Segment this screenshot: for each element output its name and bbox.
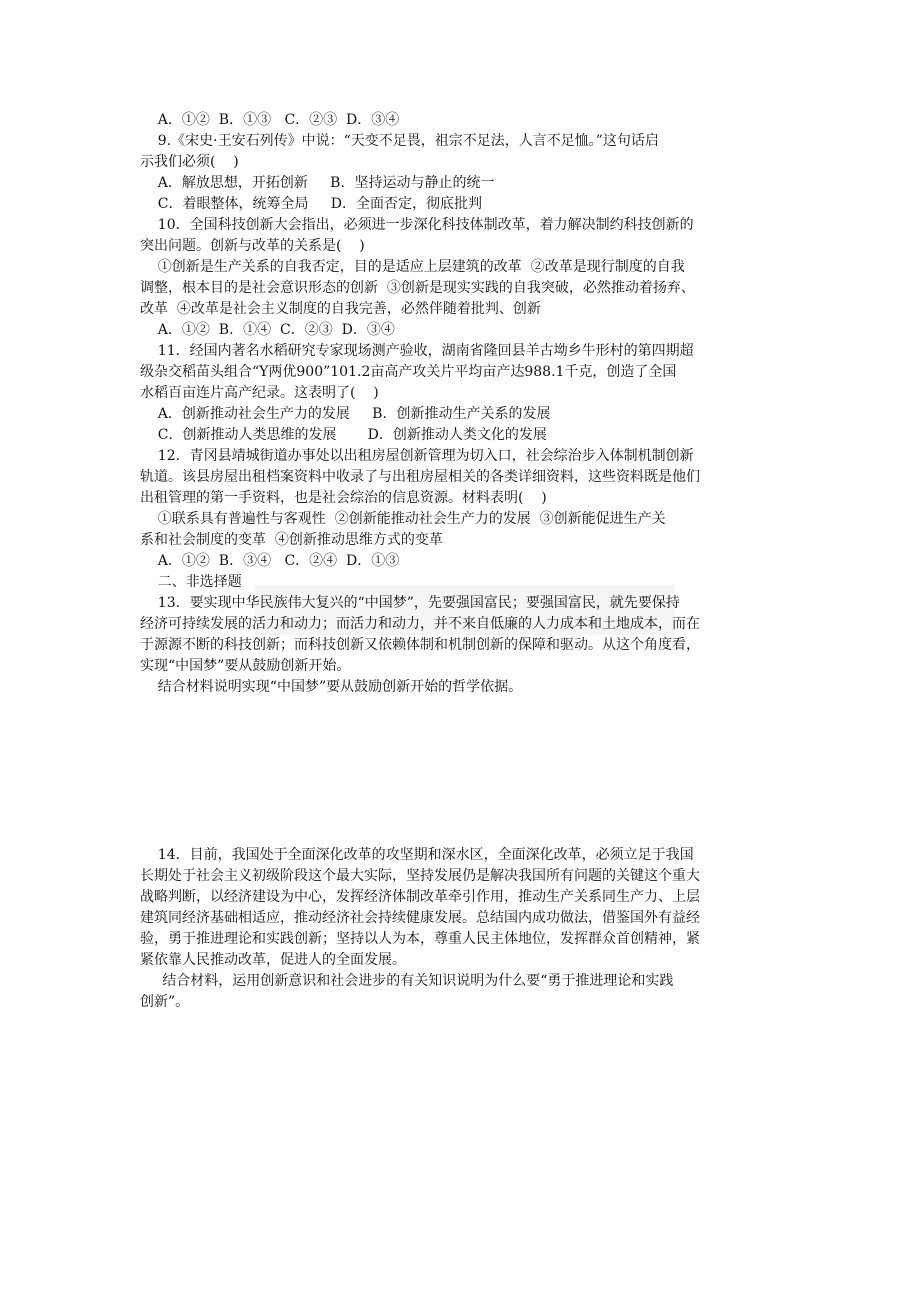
text-line: 10．全国科技创新大会指出，必须进一步深化科技体制改革，着力解决制约科技创新的 bbox=[140, 217, 694, 233]
text-line: 示我们必须( ) bbox=[140, 154, 239, 170]
text-line: 战略判断，以经济建设为中心，发挥经济体制改革牵引作用，推动生产关系同生产力、上层 bbox=[140, 889, 700, 905]
text-line: A．解放思想，开拓创新 B．坚持运动与静止的统一 bbox=[140, 175, 495, 191]
text-line: 级杂交稻苗头组合“Y两优900”101.2亩高产攻关片平均亩产达988.1千克，创造了全国 bbox=[140, 364, 677, 380]
text-line: 经济可持续发展的活力和动力；而活力和动力，并不来自低廉的人力成本和土地成本，而在 bbox=[140, 616, 700, 632]
text-line: C．着眼整体，统筹全局 D．全面否定，彻底批判 bbox=[140, 196, 482, 212]
text-line: 验，勇于推进理论和实践创新；坚持以人为本，尊重人民主体地位，发挥群众首创精神，紧 bbox=[140, 931, 700, 947]
text-line: 紧依靠人民推动改革，促进人的全面发展。 bbox=[140, 952, 406, 968]
text-line: C．创新推动人类思维的发展 D．创新推动人类文化的发展 bbox=[140, 427, 547, 443]
answer-space bbox=[140, 698, 784, 845]
text-line: 9.《宋史·王安石列传》中说：“天变不足畏，祖宗不足法，人言不足恤。”这句话启 bbox=[140, 133, 659, 149]
text-line: 建筑同经济基础相适应，推动经济社会持续健康发展。总结国内成功做法，借鉴国外有益经 bbox=[140, 910, 700, 926]
section-heading: 二、非选择题 bbox=[140, 574, 242, 590]
text-line: 调整，根本目的是社会意识形态的创新 ③创新是现实实践的自我突破，必然推动着扬弃、 bbox=[140, 280, 695, 296]
text-line: 13．要实现中华民族伟大复兴的“中国梦”，先要强国富民；要强国富民，就先要保持 bbox=[140, 595, 680, 611]
text-line: 14．目前，我国处于全面深化改革的攻坚期和深水区，全面深化改革，必须立足于我国 bbox=[140, 847, 694, 863]
text-line: A．创新推动社会生产力的发展 B．创新推动生产关系的发展 bbox=[140, 406, 551, 422]
text-line: ①联系具有普遍性与客观性 ②创新能推动社会生产力的发展 ③创新能促进生产关 bbox=[140, 511, 666, 527]
text-line: 12．青冈县靖城街道办事处以出租房屋创新管理为切入口，社会综治步入体制机制创新 bbox=[140, 448, 694, 464]
text-line: A．①② B．③④ C．②④ D．①③ bbox=[140, 553, 400, 569]
text-line: 创新”。 bbox=[140, 994, 190, 1010]
text-line: ①创新是生产关系的自我否定，目的是适应上层建筑的改革 ②改革是现行制度的自我 bbox=[140, 259, 685, 275]
text-line: 出租管理的第一手资料，也是社会综治的信息资源。材料表明( ) bbox=[140, 490, 547, 506]
text-line: 突出问题。创新与改革的关系是( ) bbox=[140, 238, 365, 254]
text-line: 结合材料，运用创新意识和社会进步的有关知识说明为什么要“勇于推进理论和实践 bbox=[140, 973, 674, 989]
text-line: 结合材料说明实现“中国梦”要从鼓励创新开始的哲学依据。 bbox=[140, 679, 523, 695]
text-line: 11．经国内著名水稻研究专家现场测产验收，湖南省隆回县羊古坳乡牛形村的第四期超 bbox=[140, 343, 694, 359]
text-line: 于源源不断的科技创新；而科技创新又依赖体制和机制创新的保障和驱动。从这个角度看， bbox=[140, 637, 700, 653]
text-line: 轨道。该县房屋出租档案资料中收录了与出租房屋相关的各类详细资料，这些资料既是他们 bbox=[140, 469, 700, 485]
text-line: 水稻百亩连片高产纪录。这表明了( ) bbox=[140, 385, 379, 401]
text-line: 长期处于社会主义初级阶段这个最大实际，坚持发展仍是解决我国所有问题的关键这个重大 bbox=[140, 868, 700, 884]
text-line: A．①② B．①③ C．②③ D．③④ bbox=[140, 112, 400, 128]
text-line: 实现“中国梦”要从鼓励创新开始。 bbox=[140, 658, 351, 674]
text-line: 系和社会制度的变革 ④创新推动思维方式的变革 bbox=[140, 532, 443, 548]
document-content bbox=[140, 110, 784, 1013]
text-line: A．①② B．①④ C．②③ D．③④ bbox=[140, 322, 395, 338]
text-line: 改革 ④改革是社会主义制度的自我完善，必然伴随着批判、创新 bbox=[140, 301, 541, 317]
